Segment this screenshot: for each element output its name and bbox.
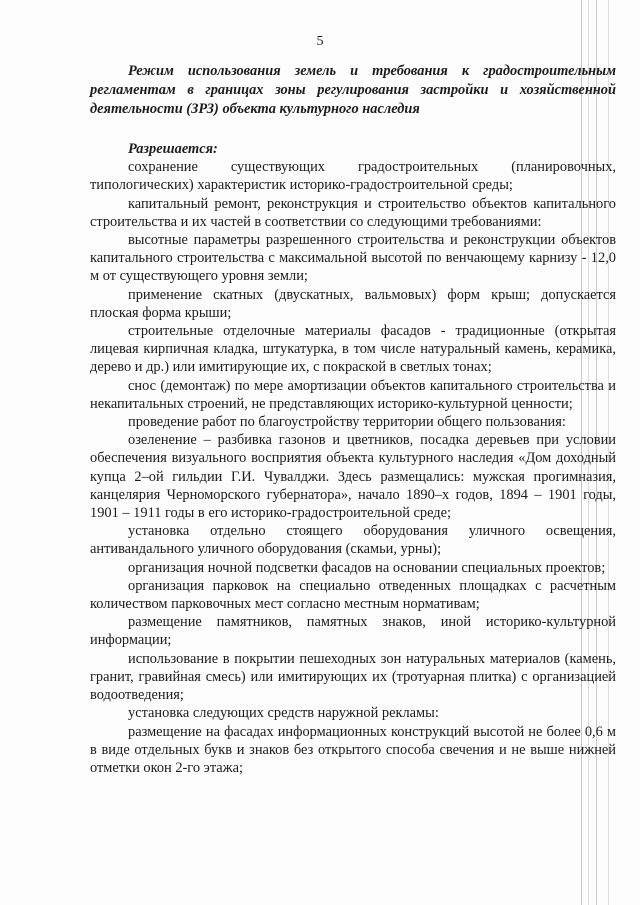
section-heading <box>90 62 616 119</box>
paragraph: установка отдельно стоящего оборудования уличного освещения, антивандального уличного оборудования (скамьи, урны); <box>90 523 616 558</box>
permitted-label: Разрешается: <box>128 141 218 157</box>
paragraph: строительные отделочные материалы фасадов - традиционные (открытая лицевая кирпичная кладка, штукатурка, в том числе натуральный камень, керамика, дерево и др.) или имитирующие их, с покраской в светлых тонах; <box>90 323 616 376</box>
paragraph: размещение на фасадах информационных конструкций высотой не более 0,6 м в виде отдельных букв и знаков без открытого способа свечения и не выше нижней отметки окон 2-го этажа; <box>90 723 616 776</box>
paragraph: проведение работ по благоустройству территории общего пользования: <box>128 414 566 431</box>
paragraph: организация парковок на специально отведенных площадках с расчетным количеством парковочных мест согласно местным нормативам; <box>90 577 616 613</box>
document-body <box>90 140 616 777</box>
paragraph: озеленение – разбивка газонов и цветников, посадка деревьев при условии обеспечения визуального восприятия объекта культурного наследия «Дом доходный купца 2–ой гильдии Г.И. Чувалджи. Здесь размещались: мужская прогимназия, канцелярия Черноморского губернатора», начало 1890–х годов, 1894 – 1901 годы, 1901 – 1911 годы в его историко-градостроительной среде; <box>90 432 616 522</box>
paragraph: установка следующих средств наружной рекламы: <box>128 705 439 722</box>
page-number: 5 <box>316 34 324 49</box>
paragraph: применение скатных (двускатных, вальмовых) форм крыш; допускается плоская форма крыши; <box>90 286 616 321</box>
paragraph: организация ночной подсветки фасадов на основании специальных проектов; <box>128 559 606 576</box>
paragraph: использование в покрытии пешеходных зон натуральных материалов (камень, гранит, гравийная смесь) или имитирующих их (тротуарная плитка) с организацией водоотведения; <box>90 650 616 704</box>
paragraph: сохранение существующих градостроительных (планировочных, типологических) характеристик историко-градостроительной среды; <box>90 159 616 194</box>
paragraph: размещение памятников, памятных знаков, иной историко-культурной информации; <box>90 614 616 649</box>
paragraph: снос (демонтаж) по мере амортизации объектов капитального строительства и некапитальных строений, не представляющих историко-культурной ценности; <box>90 377 616 412</box>
section-heading-text: Режим использования земель и требования к градостроительным регламентам в границах зоны регулирования застройки и хозяйственной деятельности (ЗРЗ) объекта культурного наследия <box>90 63 616 117</box>
paragraph: капитальный ремонт, реконструкция и строительство объектов капитального строительства и их частей в соответствии со следующими требованиями: <box>90 195 616 230</box>
paragraph: высотные параметры разрешенного строительства и реконструкции объектов капитального строительства с максимальной высотой по венчающему карнизу - 12,0 м от существующего уровня земли; <box>90 232 616 285</box>
